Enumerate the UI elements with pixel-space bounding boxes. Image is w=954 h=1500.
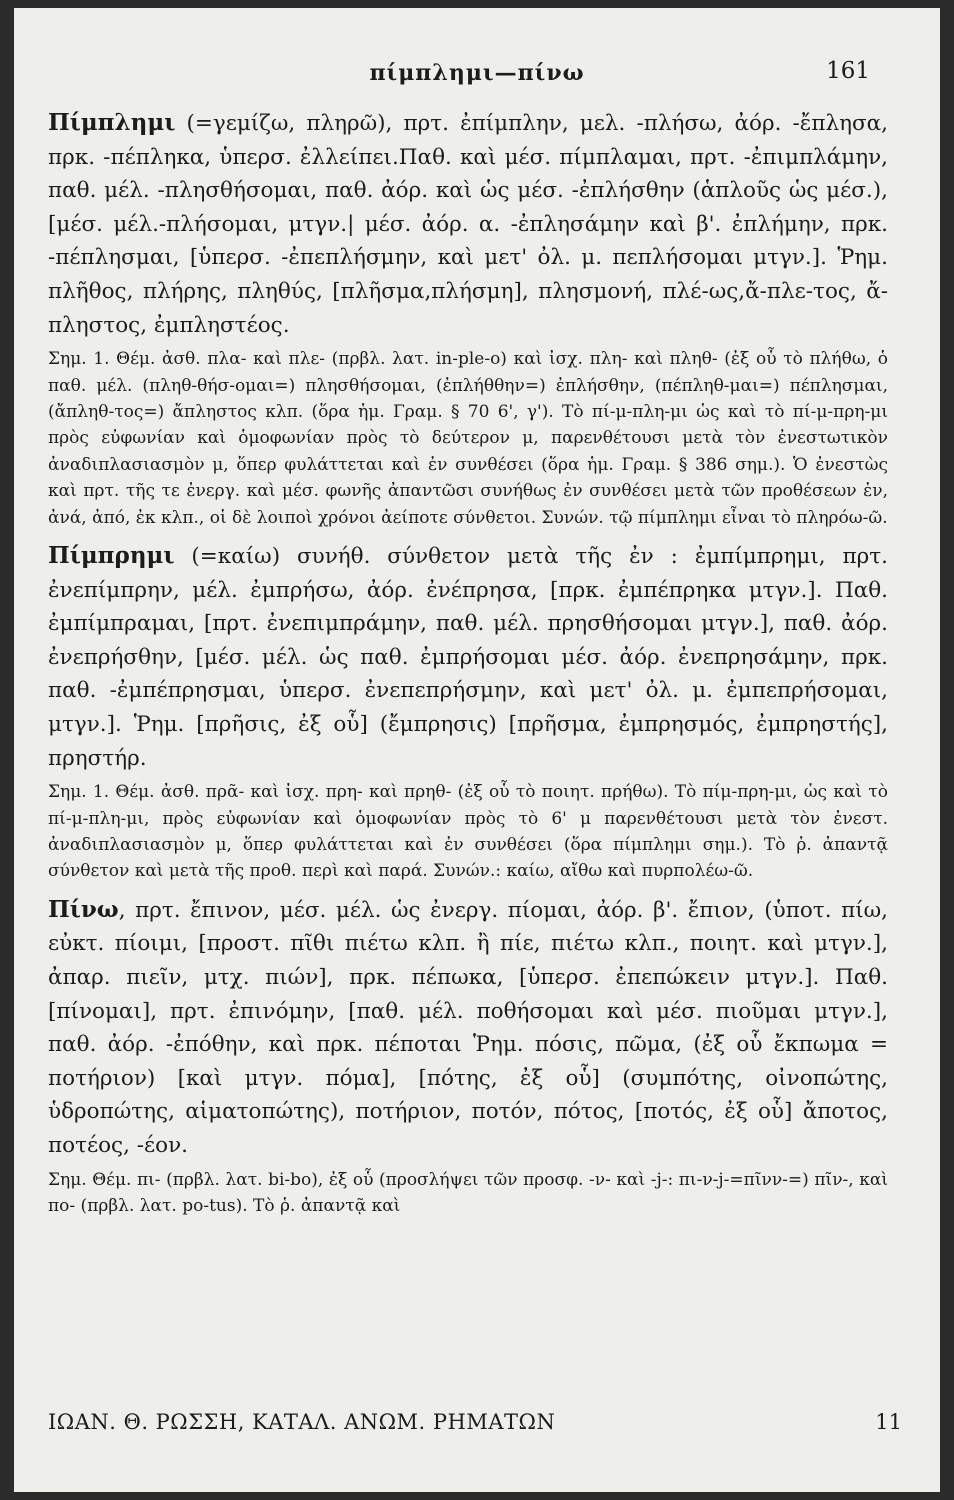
entry-text: (=καίω) συνήθ. σύνθετον μετὰ τῆς ἐν : ἐμπίμπρημι, πρτ. ἐνεπίμπρην, μέλ. ἐμπρήσω, ἀόρ. ἐνέπρησα, [πρκ. ἐμπέπρηκα μτγν.]. Παθ. ἐμπίμπραμαι, [πρτ. ἐνεπιμπράμην, παθ. μέλ. πρησθήσομαι μτγν.], παθ. ἀόρ. ἐνεπρήσθην, [μέσ. μέλ. ὡς παθ. ἐμπρήσομαι μέσ. ἀόρ. ἐνεπρησάμην, πρκ. παθ. -ἐμπέπρησμαι, ὑπερσ. ἐνεπεπρήσμην, καὶ μετ' ὀλ. μ. ἐμπεπρήσομαι, μτγν.]. Ῥημ. [πρῆσις, ἐξ οὗ] (ἔμπρησις) [πρῆσμα, ἐμπρησμός, ἐμπρηστής], πρηστήρ. xyxy=(48,544,888,771)
entry-pino xyxy=(48,893,888,1163)
entry-text: , πρτ. ἔπινον, μέσ. μέλ. ὡς ἐνεργ. πίομαι, ἀόρ. β'. ἔπιον, (ὑποτ. πίω, εὐκτ. πίοιμι, [προστ. πῖθι πιέτω κλπ. ἢ πίε, πιέτω κλπ., ποιητ. καὶ μτγν.], ἀπαρ. πιεῖν, μτχ. πιών], πρκ. πέπωκα, [ὑπερσ. ἐπεπώκειν μτγν.]. Παθ. [πίνομαι], πρτ. ἐπινόμην, [παθ. μέλ. ποθήσομαι καὶ μέσ. πιοῦμαι μτγν.], παθ. ἀόρ. -ἐπόθην, καὶ πρκ. πέποται Ῥημ. πόσις, πῶμα, (ἐξ οὗ ἔκπωμα = ποτήριον) [καὶ μτγν. πόμα], [πότης, ἐξ οὗ] (συμπότης, οἰνοπώτης, ὑδροπώτης, αἱματοπώτης), ποτήριον, ποτόν, πότος, [ποτός, ἐξ οὗ] ἄποτος, ποτέος, -έον. xyxy=(48,897,888,1158)
headword: Πίνω xyxy=(48,895,119,923)
note: Σημ. Θέμ. πι- (πρβλ. λατ. bi-bo), ἐξ οὗ (προσλήψει τῶν προσφ. -ν- καὶ -j-: πι-ν-j-=πῖνν-=) πῖν-, καὶ πο- (πρβλ. λατ. po-tus). Τὸ ῥ. ἀπαντᾷ καὶ xyxy=(48,1169,888,1216)
body-text xyxy=(48,106,888,1227)
entry-pimpremi xyxy=(48,539,888,775)
running-title: πίμπλημι—πίνω xyxy=(369,60,585,86)
page-number: 161 xyxy=(826,58,870,84)
entry-pimplemi xyxy=(48,106,888,342)
note: Σημ. 1. Θέμ. ἀσθ. πρᾶ- καὶ ἰσχ. πρη- καὶ πρηθ- (ἐξ οὗ τὸ ποιητ. πρήθω). Τὸ πίμ-πρη-μι, ὡς καὶ τὸ πί-μ-πλη-μι, πρὸς εὐφωνίαν καὶ ὁμοφωνίαν πρὸς τὸ 6' μ παρενθέτουσι μετὰ τὸν ἐνεστ. ἀναδιπλασιασμὸν μ, ὅπερ φυλάττεται καὶ ἐν συνθέσει (ὅρα πίμπλημι σημ.). Τὸ ῥ. ἀπαντᾷ σύνθετον καὶ μετὰ τῆς προθ. περὶ καὶ παρά. Συνών.: καίω, αἴθω καὶ πυρπολέω-ῶ. xyxy=(48,782,888,882)
page xyxy=(14,8,940,1492)
entry-text: (=γεμίζω, πληρῶ), πρτ. ἐπίμπλην, μελ. -πλήσω, ἀόρ. -ἔπλησα, πρκ. -πέπληκα, ὑπερσ. ἐλλείπει.Παθ. καὶ μέσ. πίμπλαμαι, πρτ. -ἐπιμπλάμην, παθ. μέλ. -πλησθήσομαι, παθ. ἀόρ. καὶ ὡς μέσ. -ἐπλήσθην (ἁπλοῦς ὡς μέσ.), [μέσ. μέλ.-πλήσομαι, μτγν.| μέσ. ἀόρ. α. -ἐπλησάμην καὶ β'. ἐπλήμην, πρκ. -πέπλησμαι, [ὑπερσ. -ἐπεπλήσμην, καὶ μετ' ὀλ. μ. πεπλήσομαι μτγν.]. Ῥημ. πλῆθος, πλήρης, πληθύς, [πλῆσμα,πλήσμη], πλησμονή, πλέ-ως,ἄ-πλε-τος, ἄ-πληστος, ἐμπληστέος. xyxy=(48,111,888,338)
note: Σημ. 1. Θέμ. ἀσθ. πλα- καὶ πλε- (πρβλ. λατ. in-ple-o) καὶ ἰσχ. πλη- καὶ πληθ- (ἐξ οὗ τὸ πλήθω, ὁ παθ. μέλ. (πληθ-θήσ-ομαι=) πλησθήσομαι, (ἐπλήθθην=) ἐπλήσθην, (πέπληθ-μαι=) πέπλησμαι, (ἄπληθ-τος=) ἄπληστος κλπ. (ὅρα ἡμ. Γραμ. § 70 6', γ'). Τὸ πί-μ-πλη-μι ὡς καὶ τὸ πί-μ-πρη-μι πρὸς εὐφωνίαν καὶ ὁμοφωνίαν πρὸς τὸ δεύτερον μ, παρενθέτουσι μετὰ τὸν ἐνεστωτικὸν ἀναδιπλασιασμὸν μ, ὅπερ φυλάττεται καὶ ἐν συνθέσει (ὅρα ἡμ. Γραμ. § 386 σημ.). Ὁ ἐνεστὼς καὶ πρτ. τῆς τε ἐνεργ. καὶ μέσ. φωνῆς ἀπαντῶσι συνήθως ἐν συνθέσει μετὰ τῶν προθέσεων ἐν, ἀνά, ἀπό, ἐκ κλπ., οἱ δὲ λοιποὶ χρόνοι ἀείποτε σύνθετοι. Συνών. τῷ πίμπλημι εἶναι τὸ πληρόω-ῶ. xyxy=(48,349,888,528)
headword: Πίμπλημι xyxy=(48,109,176,136)
footer-imprint: ΙΩΑΝ. Θ. ΡΩΣΣΗ, ΚΑΤΑΛ. ΑΝΩΜ. ΡΗΜΑΤΩΝ xyxy=(48,1410,556,1434)
signature-mark: 11 xyxy=(875,1410,902,1434)
headword: Πίμπρημι xyxy=(48,542,175,569)
